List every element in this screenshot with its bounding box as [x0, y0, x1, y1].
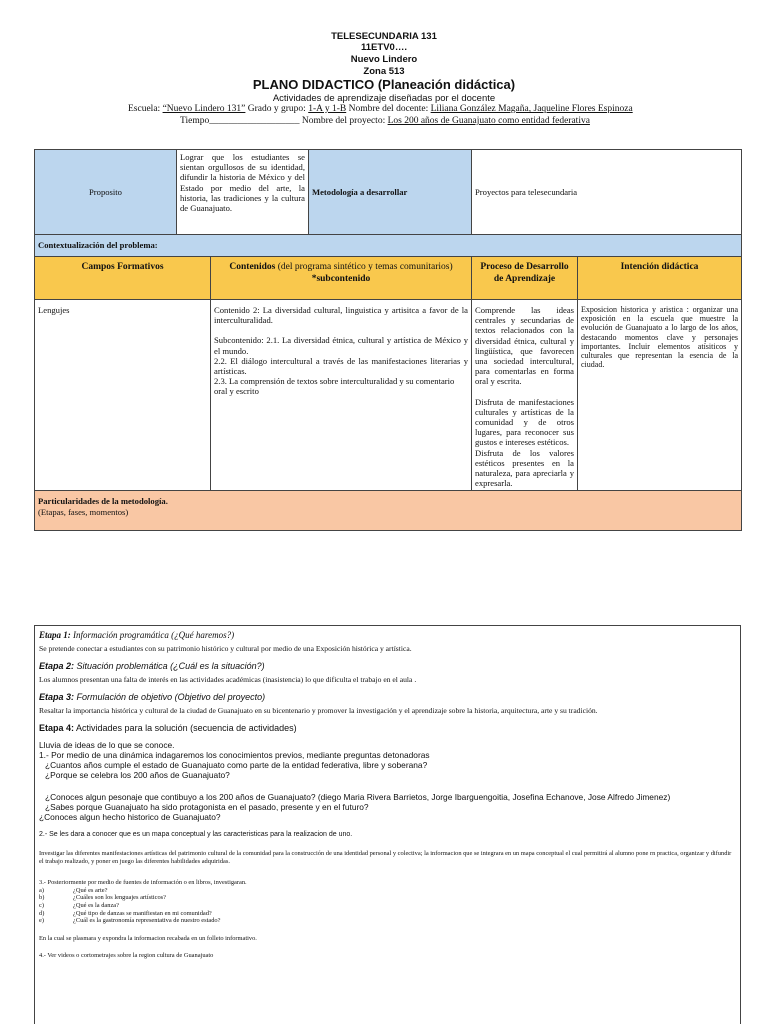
project-value: Los 200 años de Guanajuato como entidad federativa [387, 116, 590, 126]
time-label: Tiempo___________________ [180, 116, 300, 126]
col-contenidos: Contenidos (del programa sintético y temas comunitarios) *subcontenido [211, 257, 472, 300]
school-label: Escuela: [128, 104, 161, 114]
proceso-cell: Comprende las ideas centrales y secundarias de textos relacionados con la diversidad étnica, cultural y lingüística, que favorecen una sociedad intercultural, para comentarlas en forma oral y escrita. Disfruta de manifestaciones culturales y artísticas de la comunidad y de otros lugares, para reconocer sus gustos e intereses estéticos. Disfruta de los valores estéticos presentes en la naturaleza, para apreciarla y expresarla. [472, 300, 578, 491]
school-value: “Nuevo Lindero 131” [162, 104, 246, 114]
page-title: PLANO DIDACTICO (Planeación didáctica) [252, 77, 516, 92]
page-subtitle: Actividades de aprendizaje diseñadas por el docente [272, 93, 496, 104]
stage-4-title: Etapa 4: Actividades para la solución (secuencia de actividades) [39, 723, 297, 733]
question-e: e) ¿Cuál es la gastronomía representativa de nuestro estado? [39, 917, 221, 925]
stage-4-line-11: En la cual se plasmara y expondra la informacion recabada en un folleto informativo. [39, 934, 257, 942]
stage-4-line-7: ¿Conoces algun hecho historico de Guanajuato? [39, 812, 221, 822]
col-proceso: Proceso de Desarrollo de Aprendizaje [472, 257, 578, 300]
meta-line-1 [128, 104, 633, 114]
stage-4-line-6: ¿Sabes porque Guanajuato ha sido protagonista en el pasado, presente y en el futuro? [45, 802, 369, 812]
stage-1-text: Se pretende conectar a estudiantes con su patrimonio histórico y cultural por medio de una Exposición histórica y artística. [39, 644, 412, 653]
meta-line-2 [180, 116, 590, 126]
stages-box [34, 625, 741, 1024]
teacher-label: Nombre del docente: [348, 104, 429, 114]
stage-3-text: Resaltar la importancia histórica y cultural de la ciudad de Guanajuato en su bicentenario y promover la investigación y el aprendizaje sobre la historia, arquitectura, arte y su tradición. [39, 706, 598, 715]
intencion-cell: Exposicion historica y aristica : organizar una exposición en la escuela que muestre la evolución de Guanajuato a lo largo de los años, destacando momentos clave y personajes importantes. Incluir elementos atísiticos y culturales que representan la esencia de la ciudad. [578, 300, 742, 491]
stage-4-line-8: 2.- Se les dara a conocer que es un mapa conceptual y las caracteristicas para la realizacion de uno. [39, 831, 353, 838]
stage-4-line-9: Investigar las diferentes manifestaciones artísticas del patrimonio cultural de la comunidad para la construcción de una identidad personal y colectiva; la informacion que se integrara en un mapa conceptual el cual permitirá al alumno pone rn practica, organizar y difundir el trabajo realizado, y poner en juego las diferentes habilidades adquiridas. [39, 850, 732, 865]
metodologia-value: Proyectos para telesecundaria [472, 150, 742, 235]
proposito-label: Proposito [35, 150, 177, 235]
stage-4-line-1: Lluvia de ideas de lo que se conoce. [39, 740, 175, 750]
col-campos: Campos Formativos [35, 257, 211, 300]
teacher-value: Liliana González Magaña, Jaqueline Flores Espinoza [430, 104, 633, 114]
particularidades-cell: Particularidades de la metodología. (Etapas, fases, momentos) [35, 491, 742, 531]
stage-4-line-5: ¿Conoces algun pesonaje que contibuyo a los 200 años de Guanajuato? (diego Maria Rivera Barrietos, Jorge Ibarguengoitia, Josefina Echanove, Jose Alfredo Jimenez) [45, 792, 671, 802]
school-name: TELESECUNDARIA 131 [331, 31, 437, 42]
stage-2-text: Los alumnos presentan una falta de interés en las actividades académicas (inasistencia) lo que dificulta el trabajo en el aula . [39, 675, 417, 684]
grade-value: 1-A y 1-B [308, 104, 347, 114]
stage-3-title: Etapa 3: Formulación de objetivo (Objetivo del proyecto) [39, 692, 266, 702]
stage-4-line-12: 4.- Ver videos o cortometrajes sobre la region cultura de Guanajuato [39, 952, 214, 960]
stage-4-line-4: ¿Porque se celebra los 200 años de Guanajuato? [45, 770, 230, 780]
stage-2-title: Etapa 2: Situación problemática (¿Cuál es la situación?) [39, 661, 265, 671]
grade-label: Grado y grupo: [247, 104, 306, 114]
stage-1-title: Etapa 1: Información programática (¿Qué haremos?) [39, 630, 235, 640]
question-a: a) ¿Qué es arte? [39, 886, 108, 894]
contexto-label: Contextualización del problema: [35, 235, 742, 257]
stage-4-line-10: 3.- Posteriormente por medio de fuentes de información o en libros, investigaran. [39, 879, 247, 887]
question-b: b) ¿Cuáles son los lenguajes artísticos? [39, 894, 166, 902]
question-d: d) ¿Qué tipo de danzas se manifiestan en mi comunidad? [39, 909, 212, 917]
stage-4-line-2: 1.- Por medio de una dinámica indagaremos los conocimientos previos, mediante preguntas detonadoras [39, 750, 430, 760]
stage-4-line-3: ¿Cuantos años cumple el estado de Guanajuato como parte de la entidad federativa, libre y soberana? [45, 760, 428, 770]
place-name: Nuevo Lindero [350, 54, 418, 65]
project-label: Nombre del proyecto: [301, 116, 386, 126]
campo-cell: Lengujes [35, 300, 211, 491]
metodologia-label: Metodología a desarrollar [309, 150, 472, 235]
col-intencion: Intención didáctica [578, 257, 742, 300]
plan-table [34, 149, 742, 531]
proposito-text: Lograr que los estudiantes se sientan orgullosos de su identidad, difundir la historia de México y del Estado por medio del arte, la historia, las tradiciones y la cultura de Guanajuato. [177, 150, 309, 235]
question-c: c) ¿Qué es la danza? [39, 901, 119, 909]
contenido-cell: Contenido 2: La diversidad cultural, linguistica y artisitca a favor de la interculturalidad. Subcontenido: 2.1. La diversidad étnica, cultural y artística de México y el mundo. 2.2. El diálogo intercultural a través de las manifestaciones literarias y artísticas. 2.3. La comprensión de textos sobre interculturalidad y su comentario oral y escrito [211, 300, 472, 491]
school-code: 11ETV0…. [361, 42, 407, 53]
zone-name: Zona 513 [363, 66, 405, 77]
